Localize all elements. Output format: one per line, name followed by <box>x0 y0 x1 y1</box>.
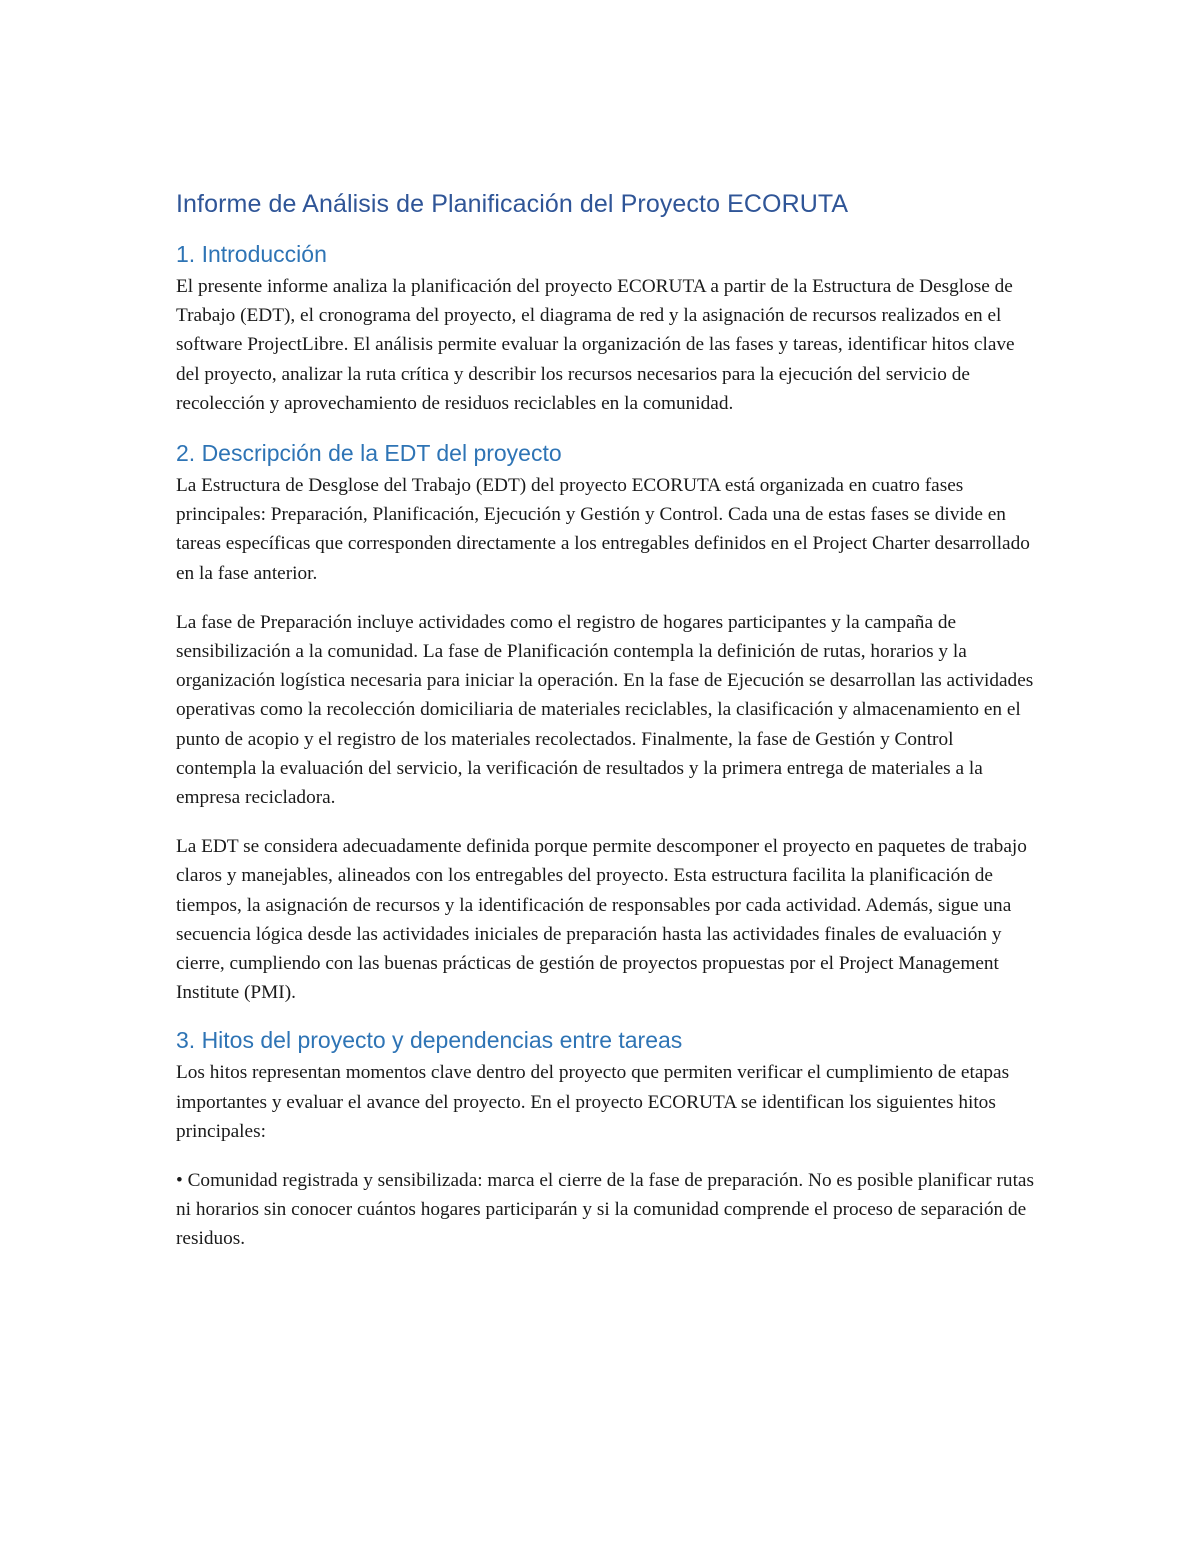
section-heading: 2. Descripción de la EDT del proyecto <box>176 440 562 467</box>
paragraph: Los hitos representan momentos clave dentro del proyecto que permiten verificar el cumplimiento de etapas importantes y evaluar el avance del proyecto. En el proyecto ECORUTA se identifican los siguientes hitos principales: <box>176 1062 1010 1142</box>
bullet-paragraph: • Comunidad registrada y sensibilizada: marca el cierre de la fase de preparación. No es posible planificar rutas ni horarios sin conocer cuántos hogares participarán y si la comunidad comprende el proceso de separación de residuos. <box>176 1170 1034 1250</box>
paragraph: La fase de Preparación incluye actividades como el registro de hogares participantes y la campaña de sensibilización a la comunidad. La fase de Planificación contempla la definición de rutas, horarios y la organización logística necesaria para iniciar la operación. En la fase de Ejecución se desarrollan las actividades operativas como la recolección domiciliaria de materiales reciclables, la clasificación y almacenamiento en el punto de acopio y el registro de los materiales recolectados. Finalmente, la fase de Gestión y Control contempla la evaluación del servicio, la verificación de resultados y la primera entrega de materiales a la empresa recicladora. <box>176 611 1034 809</box>
section-hitos <box>176 1027 1036 1253</box>
section-introduccion <box>176 241 1036 418</box>
paragraph: El presente informe analiza la planificación del proyecto ECORUTA a partir de la Estructura de Desglose de Trabajo (EDT), el cronograma del proyecto, el diagrama de red y la asignación de recursos realizados en el software ProjectLibre. El análisis permite evaluar la organización de las fases y tareas, identificar hitos clave del proyecto, analizar la ruta crítica y describir los recursos necesarios para la ejecución del servicio de recolección y aprovechamiento de residuos reciclables en la comunidad. <box>176 276 1015 414</box>
document-title: Informe de Análisis de Planificación del Proyecto ECORUTA <box>176 190 849 218</box>
paragraph: La Estructura de Desglose del Trabajo (EDT) del proyecto ECORUTA está organizada en cuatro fases principales: Preparación, Planificación, Ejecución y Gestión y Control. Cada una de estas fases se divide en tareas específicas que corresponden directamente a los entregables definidos en el Project Charter desarrollado en la fase anterior. <box>176 475 1030 584</box>
paragraph: La EDT se considera adecuadamente definida porque permite descomponer el proyecto en paquetes de trabajo claros y manejables, alineados con los entregables del proyecto. Esta estructura facilita la planificación de tiempos, la asignación de recursos y la identificación de responsables por cada actividad. Además, sigue una secuencia lógica desde las actividades iniciales de preparación hasta las actividades finales de evaluación y cierre, cumpliendo con las buenas prácticas de gestión de proyectos propuestas por el Project Management Institute (PMI). <box>176 836 1027 1004</box>
section-heading: 3. Hitos del proyecto y dependencias entre tareas <box>176 1027 683 1054</box>
section-heading: 1. Introducción <box>176 241 327 267</box>
document-page <box>176 190 1036 1274</box>
section-edt <box>176 440 1036 1007</box>
